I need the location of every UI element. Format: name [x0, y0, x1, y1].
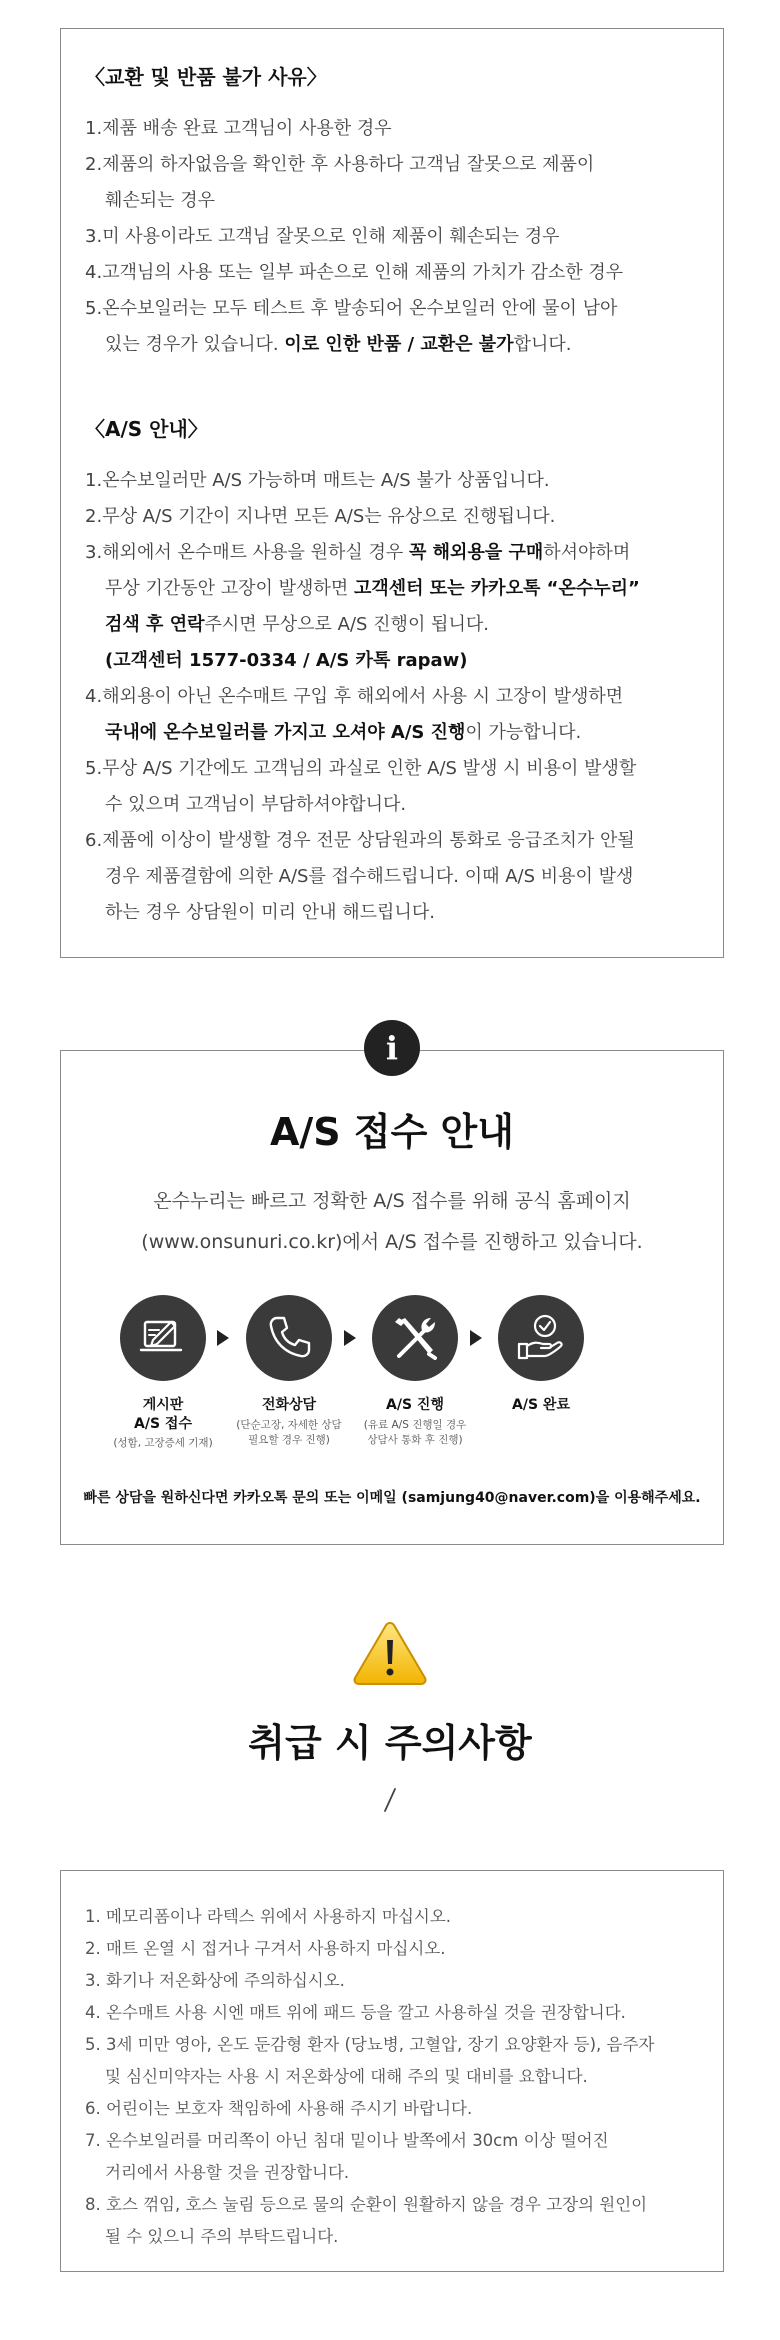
list-item: 2. 매트 온열 시 접거나 구겨서 사용하지 마십시오.: [85, 1939, 446, 1958]
as-reception-desc-1: 온수누리는 빠르고 정확한 A/S 접수를 위해 공식 홈페이지: [153, 1190, 631, 1212]
as-info-list: [85, 463, 703, 931]
as-reception-title: A/S 접수 안내: [270, 1110, 514, 1154]
step-tools-circle: [372, 1295, 458, 1381]
list-item: 4. 온수매트 사용 시엔 매트 위에 패드 등을 깔고 사용하실 것을 권장합니다.: [85, 2003, 626, 2022]
board-pencil-icon: [137, 1312, 189, 1364]
list-item: 6. 어린이는 보호자 책임하에 사용해 주시기 바랍니다.: [85, 2099, 473, 2118]
list-item: 2.무상 A/S 기간이 지나면 모든 A/S는 유상으로 진행됩니다.: [85, 506, 556, 527]
info-icon: i: [364, 1020, 420, 1076]
step-board-circle: [120, 1295, 206, 1381]
step-complete-label: A/S 완료: [512, 1397, 570, 1413]
list-item: 8. 호스 꺾임, 호스 눌림 등으로 물의 순환이 원활하지 않을 경우 고장의 원인이 될 수 있으니 주의 부탁드립니다.: [85, 2195, 648, 2246]
list-item: 4.고객님의 사용 또는 일부 파손으로 인해 제품의 가치가 감소한 경우: [85, 262, 624, 283]
caution-box: [60, 1870, 724, 2272]
hand-check-icon: [515, 1312, 567, 1364]
list-item: 5.온수보일러는 모두 테스트 후 발송되어 온수보일러 안에 물이 남아 있는 경우가 있습니다. 이로 인한 반품 / 교환은 불가합니다.: [85, 298, 618, 355]
step-phone-circle: [246, 1295, 332, 1381]
refund-and-as-info-box: [60, 28, 724, 958]
list-item: 1.제품 배송 완료 고객님이 사용한 경우: [85, 118, 392, 139]
warning-icon: [352, 1620, 428, 1686]
step-complete-circle: [498, 1295, 584, 1381]
step-phone-label: 전화상담: [261, 1397, 317, 1413]
as-info-section-title: 〈A/S 안내〉: [85, 417, 208, 441]
as-reception-footer: 빠른 상담을 원하신다면 카카오톡 문의 또는 이메일 (samjung40@naver.com)을 이용해주세요.: [83, 1490, 701, 1506]
list-item: 5. 3세 미만 영아, 온도 둔감형 환자 (당뇨병, 고혈압, 장기 요양환자 등), 음주자 및 심신미약자는 사용 시 저온화상에 대해 주의 및 대비를 요합니다.: [85, 2035, 655, 2086]
as-reception-box: [60, 1050, 724, 1545]
caution-list: [85, 1901, 703, 2253]
step-arrow-icon: [470, 1330, 482, 1346]
list-item: 5.무상 A/S 기간에도 고객님의 과실로 인한 A/S 발생 시 비용이 발생할 수 있으며 고객님이 부담하셔야합니다.: [85, 758, 637, 815]
step-board-label: 게시판 A/S 접수: [134, 1397, 192, 1432]
step-arrow-icon: [217, 1330, 229, 1346]
refund-section-title: 〈교환 및 반품 불가 사유〉: [85, 65, 327, 89]
step-tools-label: A/S 진행: [386, 1397, 444, 1413]
step-board-sub: (성함, 고장증세 기재): [113, 1437, 213, 1449]
slash-divider-icon: [380, 1786, 400, 1814]
tools-icon: [389, 1312, 441, 1364]
step-phone-sub: (단순고장, 자세한 상담 필요할 경우 진행): [236, 1419, 342, 1446]
list-item: 6.제품에 이상이 발생할 경우 전문 상담원과의 통화로 응급조치가 안될 경우 제품결함에 의한 A/S를 접수해드립니다. 이때 A/S 비용이 발생 하는 경우 상담원이 미리 안내 해드립니다.: [85, 830, 635, 923]
list-item: 1. 메모리폼이나 라텍스 위에서 사용하지 마십시오.: [85, 1907, 452, 1926]
list-item: 3.해외에서 온수매트 사용을 원하실 경우 꼭 해외용을 구매하셔야하며 무상 기간동안 고장이 발생하면 고객센터 또는 카카오톡 “온수누리” 검색 후 연락주시면 무상으로 A/S 진행이 됩니다. (고객센터 1577-0334 / A/S 카톡 rapaw): [85, 542, 640, 671]
step-arrow-icon: [344, 1330, 356, 1346]
step-tools-sub: (유료 A/S 진행일 경우 상담사 통화 후 진행): [363, 1419, 467, 1446]
list-item: 3. 화기나 저온화상에 주의하십시오.: [85, 1971, 345, 1990]
as-reception-desc-2: (www.onsunuri.co.kr)에서 A/S 접수를 진행하고 있습니다.: [141, 1231, 643, 1253]
list-item: 2.제품의 하자없음을 확인한 후 사용하다 고객님 잘못으로 제품이 훼손되는 경우: [85, 154, 595, 211]
refund-list: [85, 111, 703, 363]
list-item: 7. 온수보일러를 머리쪽이 아닌 침대 밑이나 발쪽에서 30cm 이상 떨어진 거리에서 사용할 것을 권장합니다.: [85, 2131, 609, 2182]
phone-icon: [263, 1312, 315, 1364]
list-item: 4.해외용이 아닌 온수매트 구입 후 해외에서 사용 시 고장이 발생하면 국내에 온수보일러를 가지고 오셔야 A/S 진행이 가능합니다.: [85, 686, 624, 743]
list-item: 3.미 사용이라도 고객님 잘못으로 인해 제품이 훼손되는 경우: [85, 226, 560, 247]
caution-title: 취급 시 주의사항: [248, 1721, 532, 1765]
list-item: 1.온수보일러만 A/S 가능하며 매트는 A/S 불가 상품입니다.: [85, 470, 550, 491]
